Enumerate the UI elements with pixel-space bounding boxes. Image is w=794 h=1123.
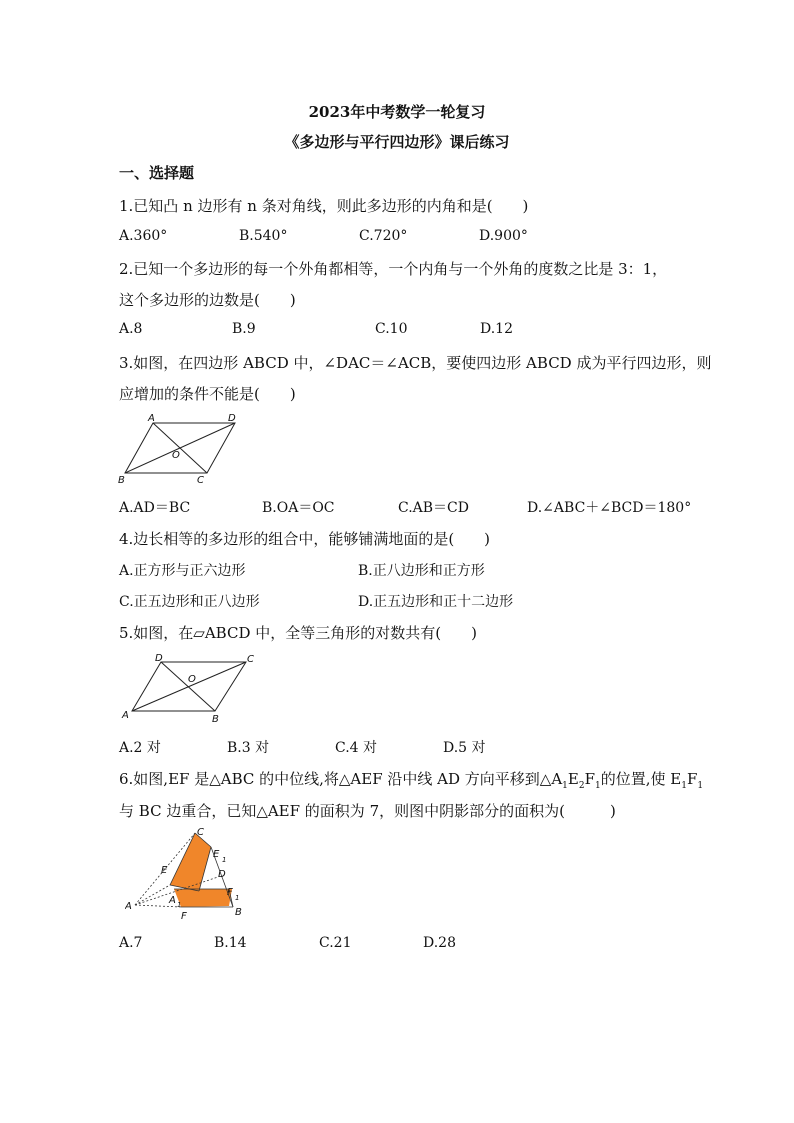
question-4-option-b: B.正八边形和正方形 [358,563,485,579]
page-subtitle: 《多边形与平行四边形》课后练习 [284,133,510,151]
label-d: D [218,869,226,880]
question-2-stem-line2: 这个多边形的边数是( ) [119,291,296,309]
question-6-option-a: A.7 [119,935,143,951]
question-6-option-d: D.28 [423,935,456,951]
question-1-option-d: D.900° [479,228,528,244]
label-f1: F [227,887,233,898]
diagonal-bd [161,662,215,711]
question-3-option-a: A.AD＝BC [119,500,191,516]
question-5-option-c: C.4 对 [335,740,378,756]
label-f: F [181,911,187,922]
question-1-option-b: B.540° [239,228,288,244]
diagonal-bd [125,423,235,473]
label-d: D [155,653,163,664]
question-2-option-d: D.12 [480,321,513,337]
label-b: B [118,475,125,486]
question-5-figure [118,648,268,724]
label-c: C [197,827,204,838]
label-b: B [235,907,242,918]
question-3-option-b: B.OA＝OC [262,500,335,516]
question-3-stem-line1: 3.如图，在四边形 ABCD 中，∠DAC＝∠ACB，要使四边形 ABCD 成为平行四边形，则 [119,354,712,372]
page-title: 2023年中考数学一轮复习 [308,103,486,121]
label-o: O [172,450,180,461]
question-6-stem-line2: 与 BC 边重合，已知△AEF 的面积为 7，则图中阴影部分的面积为( ) [119,802,616,820]
question-5-option-b: B.3 对 [227,740,270,756]
label-a: A [125,901,132,912]
question-3-stem-line2: 应增加的条件不能是( ) [119,385,296,403]
question-5-option-d: D.5 对 [443,740,486,756]
question-5-stem: 5.如图，在▱ABCD 中，全等三角形的对数共有( ) [119,624,477,642]
label-c: C [247,654,254,665]
question-4-stem: 4.边长相等的多边形的组合中，能够铺满地面的是( ) [119,530,491,548]
question-4-option-c: C.正五边形和正八边形 [119,594,260,610]
question-6-figure [125,827,255,923]
label-e1: E [213,849,220,860]
label-o: O [188,674,196,685]
question-5-option-a: A.2 对 [119,740,161,756]
question-3-figure [115,410,250,488]
shaded-quad-lower [174,889,232,907]
question-1-option-a: A.360° [119,228,168,244]
question-2-option-c: C.10 [375,321,408,337]
section-heading: 一、选择题 [119,164,195,182]
label-c: C [197,475,204,486]
label-a1: A [169,895,176,906]
question-4-option-d: D.正五边形和正十二边形 [358,594,514,610]
question-1-option-c: C.720° [359,228,408,244]
label-e1-subscript: 1 [222,856,227,864]
label-f1-subscript: 1 [235,894,240,902]
diagonal-ac [132,662,246,711]
label-a1-subscript: 1 [177,901,182,909]
question-4-option-a: A.正方形与正六边形 [119,563,246,579]
label-e: E [161,865,168,876]
question-6-option-c: C.21 [319,935,352,951]
question-2-option-a: A.8 [119,321,143,337]
label-b: B [212,714,219,724]
label-d: D [228,413,236,424]
question-1-stem: 1.已知凸 n 边形有 n 条对角线，则此多边形的内角和是( ) [119,197,529,215]
question-3-option-c: C.AB＝CD [398,500,469,516]
question-2-stem-line1: 2.已知一个多边形的每一个外角都相等，一个内角与一个外角的度数之比是 3：1， [119,260,668,278]
label-a: A [122,710,129,721]
label-a: A [148,413,155,424]
question-3-option-d: D.∠ABC＋∠BCD＝180° [527,500,692,516]
question-6-stem-line1: 6.如图,EF 是△ABC 的中位线,将△AEF 沿中线 AD 方向平移到$\triangle A_1E_2F_1$的位置,使 $E_1F_1$ [119,770,704,791]
question-2-option-b: B.9 [232,321,256,337]
question-6-option-b: B.14 [214,935,247,951]
